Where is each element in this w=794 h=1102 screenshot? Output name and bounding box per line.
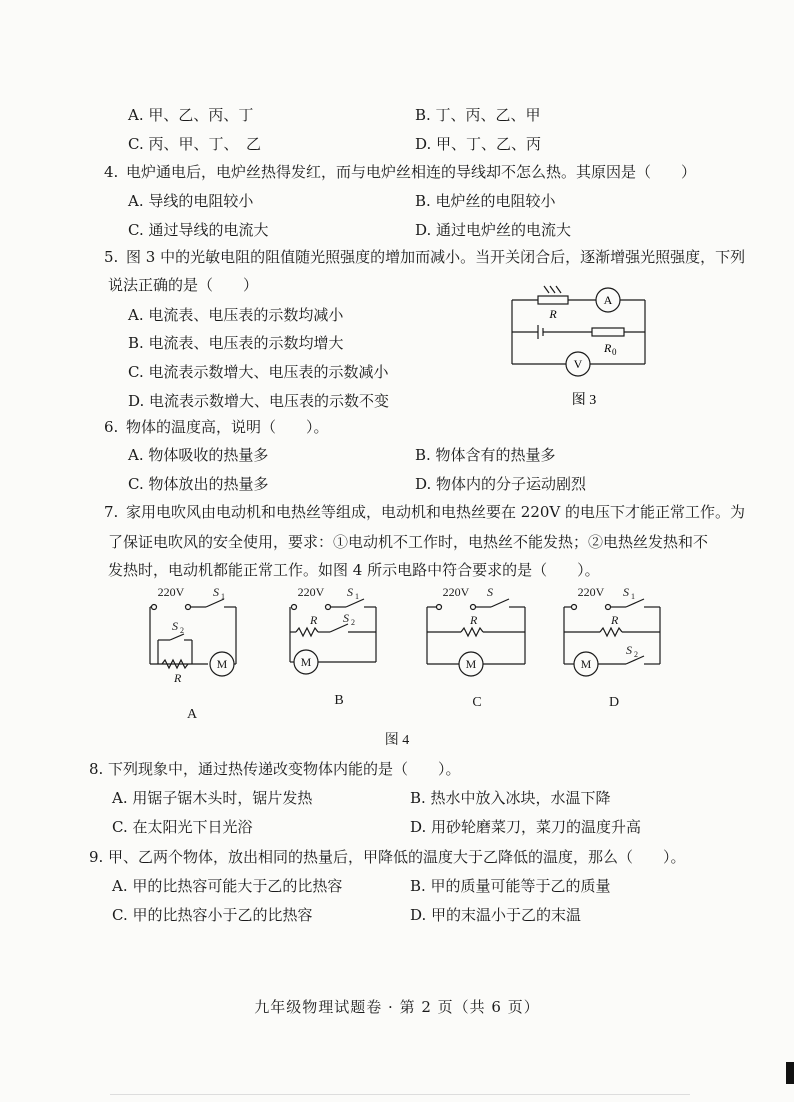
q7-number: 7. xyxy=(104,503,119,521)
q3-option-b: B. 丁、丙、乙、甲 xyxy=(415,106,541,124)
q3-option-d: D. 甲、丁、乙、丙 xyxy=(415,135,542,153)
circuit-d-s1-subscript: 1 xyxy=(631,592,635,601)
circuit-b-r-label: R xyxy=(310,613,318,627)
q7-stem-line2: 了保证电吹风的安全使用，要求：①电动机不工作时，电热丝不能发热；②电热丝发热和不 xyxy=(108,533,709,551)
circuit-a-letter: A xyxy=(186,707,198,722)
q5-option-d: D. 电流表示数增大、电压表的示数不变 xyxy=(128,392,390,410)
circuit-b-voltage: 220V xyxy=(297,585,325,599)
circuit-d-r-label: R xyxy=(611,613,619,627)
circuit-a-voltage: 220V xyxy=(157,585,185,599)
q6-option-b: B. 物体含有的热量多 xyxy=(415,446,556,464)
circuit-d-motor-label: M xyxy=(580,657,592,671)
fig3-r0-label: R xyxy=(604,341,612,355)
q5-number: 5. xyxy=(104,248,119,266)
circuit-d-diagram xyxy=(564,599,660,676)
q9-option-c: C. 甲的比热容小于乙的比热容 xyxy=(112,906,313,924)
circuit-c-letter: C xyxy=(472,695,482,710)
q9-option-a: A. 甲的比热容可能大于乙的比热容 xyxy=(112,877,343,895)
circuit-b-motor-label: M xyxy=(300,655,312,669)
circuit-d-s1-label: S xyxy=(623,585,629,599)
q3-option-a: A. 甲、乙、丙、丁 xyxy=(128,106,254,124)
q5-stem-line1: 图 3 中的光敏电阻的阻值随光照强度的增加而减小。当开关闭合后，逐渐增强光照强度，下列 xyxy=(126,248,746,266)
circuit-a-s1-subscript: 1 xyxy=(221,592,225,601)
q8-number: 8. xyxy=(89,760,104,778)
photoresistor-icon xyxy=(538,296,568,304)
circuit-a-r-label: R xyxy=(174,671,182,685)
q9-option-d: D. 甲的末温小于乙的末温 xyxy=(410,906,582,924)
circuit-b-s1-label: S xyxy=(347,585,353,599)
q4-option-c: C. 通过导线的电流大 xyxy=(128,221,269,239)
circuit-c-s-label: S xyxy=(487,585,493,599)
resistor-r0-icon xyxy=(592,328,624,336)
circuit-b-letter: B xyxy=(334,693,344,708)
scan-edge-mark xyxy=(786,1062,794,1084)
q6-option-c: C. 物体放出的热量多 xyxy=(128,475,269,493)
fig3-voltmeter-label: V xyxy=(573,357,583,371)
q4-stem: 电炉通电后，电炉丝热得发红，而与电炉丝相连的导线却不怎么热。其原因是（ ） xyxy=(126,163,697,181)
circuit-a-motor-label: M xyxy=(216,657,228,671)
q8-option-a: A. 用锯子锯木头时，锯片发热 xyxy=(112,789,313,807)
q5-stem-line2: 说法正确的是（ ） xyxy=(108,276,259,294)
figure-3-caption: 图 3 xyxy=(571,393,597,408)
q9-number: 9. xyxy=(89,848,104,866)
q5-option-a: A. 电流表、电压表的示数均减小 xyxy=(128,306,344,324)
q4-option-d: D. 通过电炉丝的电流大 xyxy=(415,221,572,239)
q8-option-d: D. 用砂轮磨菜刀，菜刀的温度升高 xyxy=(410,818,642,836)
q6-stem: 物体的温度高，说明（ ）。 xyxy=(126,418,329,436)
circuit-b-s1-subscript: 1 xyxy=(355,592,359,601)
q8-stem: 下列现象中，通过热传递改变物体内能的是（ ）。 xyxy=(108,760,461,778)
q5-option-b: B. 电流表、电压表的示数均增大 xyxy=(128,334,344,352)
q9-stem: 甲、乙两个物体，放出相同的热量后，甲降低的温度大于乙降低的温度，那么（ ）。 xyxy=(108,848,686,866)
q7-stem-line3: 发热时，电动机都能正常工作。如图 4 所示电路中符合要求的是（ ）。 xyxy=(108,561,600,579)
fig3-ammeter-label: A xyxy=(603,293,613,307)
q8-option-b: B. 热水中放入冰块，水温下降 xyxy=(410,789,611,807)
figure-3-circuit xyxy=(500,282,670,412)
q8-option-c: C. 在太阳光下日光浴 xyxy=(112,818,253,836)
circuit-c-voltage: 220V xyxy=(442,585,470,599)
circuit-b-s2-label: S xyxy=(343,611,349,625)
circuit-a-s1-label: S xyxy=(213,585,219,599)
q6-option-d: D. 物体内的分子运动剧烈 xyxy=(415,475,587,493)
circuit-a-s2-subscript: 2 xyxy=(180,626,184,635)
circuit-c-r-label: R xyxy=(470,613,478,627)
q4-option-b: B. 电炉丝的电阻较小 xyxy=(415,192,556,210)
q9-option-b: B. 甲的质量可能等于乙的质量 xyxy=(410,877,611,895)
circuit-a-s2-label: S xyxy=(172,619,178,633)
page-footer: 九年级物理试题卷 · 第 2 页（共 6 页） xyxy=(254,998,540,1016)
fig3-r0-subscript: 0 xyxy=(612,347,617,357)
q3-option-c: C. 丙、甲、丁、 乙 xyxy=(128,135,261,153)
q5-option-c: C. 电流表示数增大、电压表的示数减小 xyxy=(128,363,389,381)
fig3-r-label: R xyxy=(549,307,557,321)
figure-4-caption: 图 4 xyxy=(384,733,410,748)
figure-4-circuits xyxy=(140,580,680,750)
circuit-d-s2-label: S xyxy=(626,643,632,657)
q6-option-a: A. 物体吸收的热量多 xyxy=(128,446,269,464)
circuit-d-s2-subscript: 2 xyxy=(634,650,638,659)
scan-artifact-line xyxy=(110,1094,690,1095)
circuit-c-motor-label: M xyxy=(465,657,477,671)
q6-number: 6. xyxy=(104,418,119,436)
circuit-d-voltage: 220V xyxy=(577,585,605,599)
circuit-b-s2-subscript: 2 xyxy=(351,618,355,627)
q7-stem-line1: 家用电吹风由电动机和电热丝等组成，电动机和电热丝要在 220V 的电压下才能正常工作。为 xyxy=(126,503,746,521)
circuit-d-letter: D xyxy=(608,695,620,710)
q4-option-a: A. 导线的电阻较小 xyxy=(128,192,254,210)
q4-number: 4. xyxy=(104,163,119,181)
